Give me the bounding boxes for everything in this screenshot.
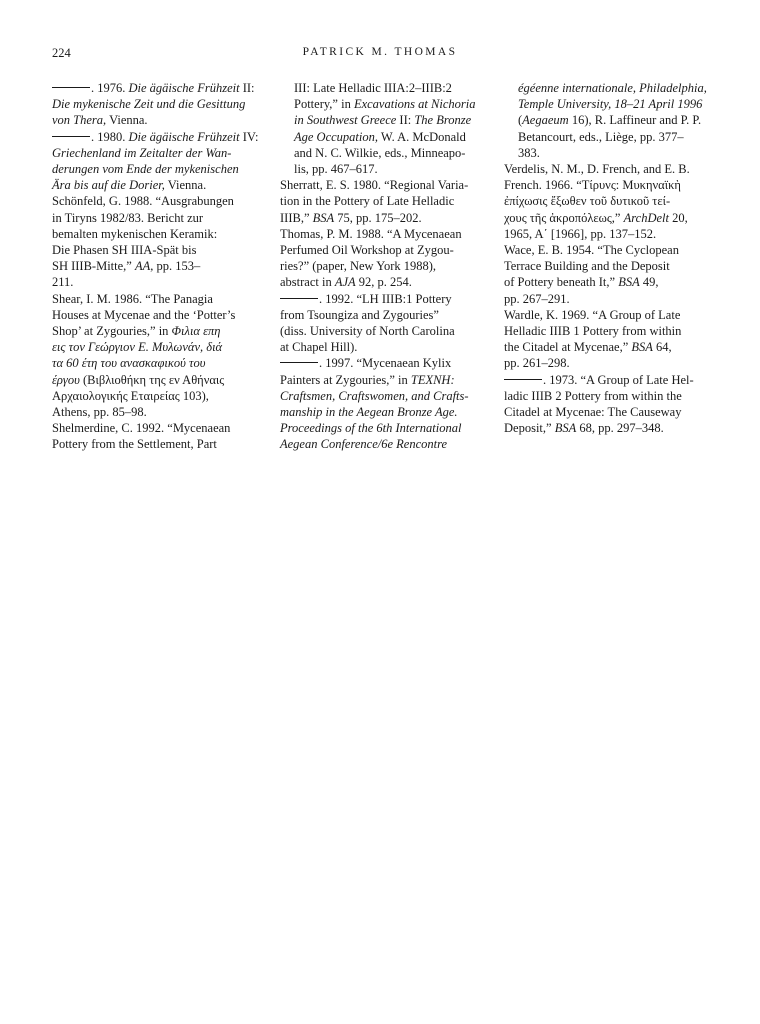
text: ἐπίχωσις ἔξωθεν τοῦ δυτικοῦ τεί- [504,194,671,209]
text: the Citadel at Mycenae,” [504,340,632,355]
bib-line [280,193,482,209]
bib-line [66,80,254,96]
bib-line [66,129,259,145]
text: ries?” (paper, New York 1988), [280,259,437,274]
text: . 1992. “LH IIIB:1 Pottery [319,291,452,306]
italic-text: Temple University, 18–21 April 1996 [518,97,703,112]
text: 383. [518,145,540,160]
italic-text: Die ägäische Frühzeit [128,129,240,144]
bib-line [52,226,254,242]
text: pp. 267–291. [504,291,570,306]
bib-entry [52,291,254,421]
bib-line [280,388,482,404]
text: in Tiryns 1982/83. Bericht zur [52,210,204,225]
italic-text: Proceedings of the 6th International [280,421,462,436]
text: Houses at Mycenae and the ‘Potter’s [52,307,236,322]
italic-text: Aegean Conference/6e Rencontre [280,437,448,452]
text: of Pottery beneath It,” [504,275,619,290]
bib-line [504,242,726,258]
bib-line [504,177,726,193]
bib-line [504,274,726,290]
bib-entry [504,372,726,437]
italic-text: BSA [554,421,577,436]
italic-text: τα 60 έτη του ανασκαφικού του [52,356,206,371]
text: Shelmerdine, C. 1992. “Mycenaean [52,421,231,436]
italic-text: Ära bis auf die Dorier, [52,178,165,193]
italic-text: Aegaeum [522,113,569,128]
bib-line [52,436,254,452]
bib-line [504,323,726,339]
bib-line [294,129,482,145]
text: Wardle, K. 1969. “A Group of Late [504,307,681,322]
text: . 1973. “A Group of Late Hel- [543,372,694,387]
text: Betancourt, eds., Liège, pp. 377– [518,129,684,144]
bib-line [294,291,482,307]
italic-text: TEXNH: [410,372,455,387]
bib-line [52,372,254,388]
bib-line [504,339,726,355]
bib-entry [504,307,726,372]
bib-line [504,258,726,274]
text: Shear, I. M. 1986. “The Panagia [52,291,213,306]
repeat-author-dash [280,362,318,363]
bib-line [52,112,254,128]
bib-line [504,210,726,226]
italic-text: von Thera, [52,113,107,128]
bib-line [294,96,482,112]
bib-entry [280,226,482,291]
bib-line [280,372,482,388]
bib-line [52,355,254,371]
text: Deposit,” [504,421,555,436]
bib-line [294,80,482,96]
text: Athens, pp. 85–98. [52,405,147,420]
italic-text: in Southwest Greece [294,113,397,128]
text: III: Late Helladic IIIA:2–IIIB:2 [294,81,452,95]
bib-line [504,420,726,436]
italic-text: derungen vom Ende der mykenischen [52,162,239,177]
bib-line [280,226,482,242]
bib-line [52,145,254,161]
text: Pottery,” in [294,97,354,112]
text: Die Phasen SH IIIA-Spät bis [52,243,197,258]
running-head: PATRICK M. THOMAS [302,46,458,58]
italic-text: Age Occupation, [294,129,379,144]
bib-line [504,226,726,242]
bib-line [504,404,726,420]
text: pp. 261–298. [504,356,570,371]
text: 49, [639,275,659,290]
repeat-author-dash [280,298,318,299]
bib-line [280,177,482,193]
italic-text: BSA [312,210,335,225]
repeat-author-dash [52,87,90,88]
italic-text: Excavations at Nichoria [353,97,476,112]
text: Wace, E. B. 1954. “The Cyclopean [504,243,679,258]
text: ladic IIIB 2 Pottery from within the [504,388,682,403]
italic-text: manship in the Aegean Bronze Age. [280,405,458,420]
text: 16), R. Laffineur and P. P. [568,113,702,128]
text: French. 1966. “Τίρυνς: Μυκηναϊκὴ [504,178,681,193]
bib-line [52,420,254,436]
bib-entry [52,193,254,290]
italic-text: Griechenland im Zeitalter der Wan- [52,145,232,160]
text: Perfumed Oil Workshop at Zygou- [280,243,454,258]
italic-text: AA, [134,259,154,274]
bib-line [280,242,482,258]
bib-line [504,193,726,209]
bib-line [294,145,482,161]
bib-entry-continued [280,80,482,177]
text: χους τῆς ἀκροπόλεως,” [504,210,624,225]
bib-line [518,80,726,96]
bib-line [518,372,726,388]
italic-text: AJA [334,275,356,290]
bib-entry [280,291,482,356]
bib-line [52,258,254,274]
text: Helladic IIIB 1 Pottery from within [504,324,682,339]
bib-line [504,291,726,307]
column-3 [504,80,726,436]
bib-line [504,355,726,371]
text: from Tsoungiza and Zygouries” [280,307,439,322]
page-number: 224 [52,46,71,60]
text: II: [396,113,415,128]
text: SH IIIB-Mitte,” [52,259,135,274]
bib-line [518,145,726,161]
repeat-author-dash [504,379,542,380]
text: IIIB,” [280,210,313,225]
bib-line [504,161,726,177]
bib-line [280,404,482,420]
bib-line [504,388,726,404]
bib-entry [52,420,254,452]
bib-line [52,307,254,323]
text: Pottery from the Settlement, Part [52,437,217,452]
italic-text: égéenne internationale, Philadelphia, [518,81,707,95]
text: and N. C. Wilkie, eds., Minneapo- [294,145,466,160]
bib-line [52,177,254,193]
bib-entry [280,177,482,226]
bib-line [52,274,254,290]
text: Vienna. [164,178,207,193]
text: Sherratt, E. S. 1980. “Regional Varia- [280,178,469,193]
text: Shop’ at Zygouries,” in [52,324,172,339]
text: II: [239,81,255,95]
italic-text: ArchDelt [623,210,669,225]
column-2 [280,80,482,453]
text: Vienna. [106,113,148,128]
text: Citadel at Mycenae: The Causeway [504,405,682,420]
text: Verdelis, N. M., D. French, and E. B. [504,162,690,177]
text: Schönfeld, G. 1988. “Ausgrabungen [52,194,234,209]
bib-line [280,420,482,436]
bib-line [294,112,482,128]
text: . 1980. [91,129,129,144]
italic-text: Φιλια επη [171,324,221,339]
bib-line [52,339,254,355]
italic-text: The Bronze [414,113,472,128]
bib-line [52,404,254,420]
text: 68, pp. 297–348. [576,421,664,436]
text: . 1997. “Mycenaean Kylix [319,356,452,371]
bib-line [280,258,482,274]
text: 64, [652,340,672,355]
text: W. A. McDonald [378,129,466,144]
text: 20, [668,210,688,225]
italic-text: εις τον Γεώργιον Ε. Μυλωνάν, διά [52,340,223,355]
bib-line [52,388,254,404]
column-1 [52,80,259,453]
italic-text: Die mykenische Zeit und die Gesittung [52,97,246,112]
bib-line [52,323,254,339]
text: 75, pp. 175–202. [334,210,422,225]
text: 1965, A΄ [1966], pp. 137–152. [504,226,657,241]
bib-line [504,307,726,323]
bib-entry [52,80,254,129]
text: at Chapel Hill). [280,340,358,355]
text: 92, p. 254. [355,275,412,290]
italic-text: BSA [618,275,640,290]
bib-entry [504,161,726,242]
text: (Βιβλιοθήκη της εν Αθήναις [79,372,225,387]
italic-text: BSA [631,340,653,355]
bib-entry [280,355,482,452]
bib-line [518,112,726,128]
text: 211. [52,275,74,290]
bib-line [280,339,482,355]
text: bemalten mykenischen Keramik: [52,226,218,241]
text: Thomas, P. M. 1988. “A Mycenaean [280,226,462,241]
text: IV: [239,129,259,144]
bib-line [52,242,254,258]
bib-line [518,96,726,112]
text: lis, pp. 467–617. [294,162,378,177]
bibliography [52,80,726,500]
bib-line [518,129,726,145]
text: (diss. University of North Carolina [280,324,455,339]
text: ( [518,113,523,128]
italic-text: Die ägäische Frühzeit [128,81,240,95]
bib-line [294,355,482,371]
text: Terrace Building and the Deposit [504,259,670,274]
text: abstract in [280,275,335,290]
bib-line [280,323,482,339]
text: Painters at Zygouries,” in [280,372,411,387]
bib-line [280,274,482,290]
bib-line [52,193,254,209]
text: . 1976. [91,81,129,95]
text: Αρχαιολογικής Εταιρείας 103), [52,388,209,403]
italic-text: έργου [52,372,80,387]
bib-entry [504,242,726,307]
bib-line [280,436,482,452]
bib-line [52,161,254,177]
text: pp. 153– [153,259,201,274]
bib-line [52,210,254,226]
bib-entry-continued [504,80,726,161]
bib-line [52,291,254,307]
bib-line [280,307,482,323]
bib-entry [52,129,259,194]
repeat-author-dash [52,136,90,137]
bib-line [294,161,482,177]
text: tion in the Pottery of Late Helladic [280,194,455,209]
italic-text: Craftsmen, Craftswomen, and Crafts- [280,388,469,403]
bib-line [52,96,254,112]
bib-line [280,210,482,226]
